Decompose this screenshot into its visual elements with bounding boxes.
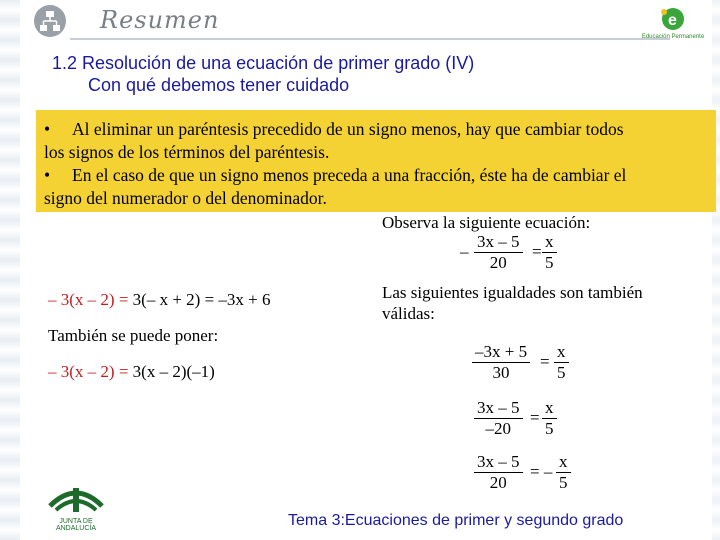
fraction-1-rhs-denominator: 5: [557, 363, 566, 382]
fraction-2-denominator: –20: [485, 419, 511, 438]
also-valid-line-2: válidas:: [382, 304, 435, 323]
rules-highlight-box: [36, 110, 716, 212]
equals-sign: =: [540, 352, 550, 371]
fraction-2-numerator: 3x – 5: [477, 398, 520, 417]
rule-1-text: Al eliminar un paréntesis precedido de un signo menos, hay que cambiar todos: [72, 119, 624, 139]
fraction-1-lhs: [472, 342, 530, 383]
example-1: [48, 290, 271, 310]
slide-title-line2: Con qué debemos tener cuidado: [88, 75, 350, 95]
rule-2-line-2: signo del numerador o del denominador.: [44, 188, 327, 208]
rule-1-line-2: los signos de los términos del paréntesis.: [44, 142, 330, 162]
equals-sign: =: [530, 408, 540, 427]
junta-de-andalucia-icon: [40, 478, 112, 518]
header-title: Resumen: [100, 6, 220, 34]
rule-1-line-1: [44, 118, 708, 141]
fraction-0-lhs: [474, 232, 523, 273]
sitemap-icon: [32, 3, 68, 39]
fraction-1-rhs-numerator: x: [557, 342, 566, 361]
example-1-lhs: – 3(x – 2) =: [48, 290, 129, 309]
fraction-1-rhs: [554, 342, 569, 383]
equals-sign: =: [532, 242, 542, 261]
example-2-rhs: 3(x – 2)(–1): [132, 362, 215, 381]
rule-2-line-1: [44, 164, 708, 187]
also-text: También se puede poner:: [48, 326, 219, 345]
fraction-3-rhs-numerator: x: [559, 452, 568, 471]
fraction-2-rhs: [542, 398, 557, 439]
fraction-0-numerator: 3x – 5: [477, 232, 520, 251]
fraction-0-rhs-denominator: 5: [545, 253, 554, 272]
fraction-3-denominator: 20: [489, 473, 507, 492]
left-decorative-strip: [0, 0, 20, 540]
fraction-1-numerator: –3x + 5: [475, 342, 528, 361]
educacion-permanente-icon: [634, 4, 712, 34]
svg-text:e: e: [668, 12, 677, 29]
bullet-icon: •: [44, 165, 51, 185]
educacion-permanente-logo: [634, 4, 712, 44]
educacion-permanente-label: Educación Permanente: [641, 34, 705, 40]
header: [26, 0, 716, 48]
junta-de-andalucia-logo: [40, 478, 112, 530]
slide-title: [52, 52, 474, 96]
fraction-0-rhs: [542, 232, 557, 273]
example-1-rhs: 3(– x + 2) = –3x + 6: [132, 290, 271, 309]
leading-minus: –: [460, 242, 469, 261]
example-2-lhs: – 3(x – 2) =: [48, 362, 129, 381]
fraction-3-rhs: [556, 452, 571, 493]
fraction-2-rhs-numerator: x: [545, 398, 554, 417]
fraction-0-rhs-numerator: x: [545, 232, 554, 251]
footer-title: Tema 3:Ecuaciones de primer y segundo grado: [288, 512, 624, 529]
right-decorative-strip: [712, 0, 720, 540]
rule-2-text: En el caso de que un signo menos preceda a una fracción, éste ha de cambiar el: [72, 165, 627, 185]
observe-text: Observa la siguiente ecuación:: [382, 213, 591, 232]
also-valid-line-1: Las siguientes igualdades son también: [382, 283, 643, 302]
fraction-3-numerator: 3x – 5: [477, 452, 520, 471]
equals-minus-sign: = –: [530, 462, 553, 481]
example-2: [48, 362, 215, 382]
fraction-0-denominator: 20: [489, 253, 507, 272]
fraction-1-denominator: 30: [492, 363, 510, 382]
fraction-3-rhs-denominator: 5: [559, 473, 568, 492]
fraction-3-lhs: [474, 452, 523, 493]
header-divider: [70, 38, 670, 40]
bullet-icon: •: [44, 119, 51, 139]
fraction-2-rhs-denominator: 5: [545, 419, 554, 438]
slide-title-line1: 1.2 Resolución de una ecuación de primer grado (IV): [52, 53, 475, 73]
fraction-2-lhs: [474, 398, 523, 439]
junta-de-andalucia-label: JUNTA DE ANDALUCÍA: [55, 518, 97, 532]
